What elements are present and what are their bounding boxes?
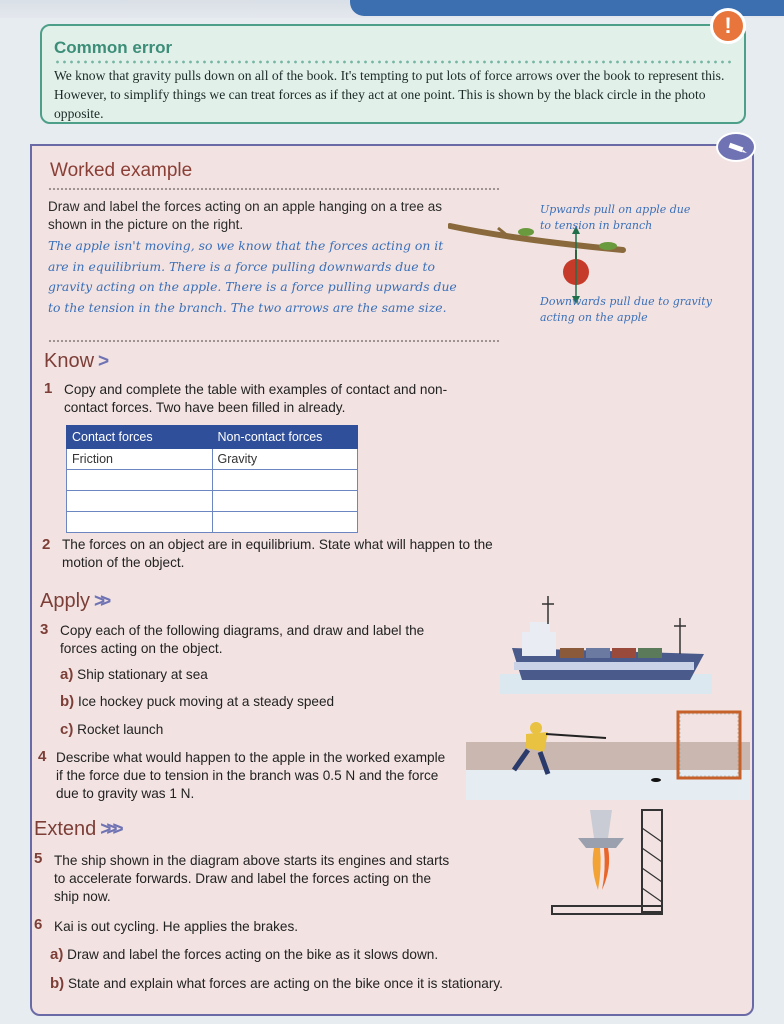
part-letter: b) (50, 975, 65, 992)
part-text: State and explain what forces are acting on the bike once it is stationary. (67, 976, 503, 991)
part-text: Rocket launch (77, 722, 164, 737)
know-heading (44, 350, 104, 373)
triple-chevron-icon: >>> (100, 819, 119, 840)
worked-example-answer: The apple isn't moving, so we know that the forces acting on it are in equilibrium. There is a force pulling downwards due to gravity acting on the apple. There is a force pulling upwards due to the tension in the branch. The two arrows are the same size. (48, 238, 457, 315)
ship-figure (500, 592, 712, 696)
table-cell: Friction (67, 449, 213, 470)
table-cell (212, 491, 358, 512)
double-chevron-icon: >> (94, 591, 107, 612)
table-row (67, 512, 358, 533)
question-3-text: Copy each of the following diagrams, and draw and label the forces acting on the object. (60, 623, 425, 656)
question-3a (60, 666, 208, 684)
question-5-text: The ship shown in the diagram above starts its engines and starts to accelerate forwards. Draw and label the forces acting on the ship now. (54, 853, 450, 904)
question-1-text: Copy and complete the table with examples of contact and non-contact forces. Two have been filled in already. (64, 382, 448, 415)
table-row (67, 449, 358, 470)
common-error-box (40, 24, 746, 124)
apply-title: Apply (40, 590, 91, 612)
common-error-text: We know that gravity pulls down on all of the book. It's tempting to put lots of force arrows over the book to represent this. However, to simplify things we can treat forces as if they act at one point. This is shown by the black circle in the photo opposite. (54, 68, 725, 121)
chevron-right-icon: > (98, 351, 105, 372)
question-6b (50, 975, 503, 993)
downward-force-label: Downwards pull due to gravity acting on the apple (540, 295, 712, 324)
part-letter: c) (60, 721, 74, 738)
question-2-text: The forces on an object are in equilibrium. State what will happen to the motion of the object. (62, 537, 493, 570)
apply-heading (40, 590, 106, 613)
question-2-number: 2 (42, 536, 51, 553)
table-cell (67, 512, 213, 533)
table-row (67, 491, 358, 512)
worked-example-end-divider (48, 340, 500, 342)
part-text: Draw and label the forces acting on the bike as it slows down. (67, 947, 439, 962)
part-letter: a) (50, 946, 64, 963)
question-1-number: 1 (44, 380, 53, 397)
question-3-number: 3 (40, 621, 49, 638)
table-cell (212, 470, 358, 491)
table-header-row (67, 426, 358, 449)
table-cell (67, 470, 213, 491)
worked-example-divider (48, 188, 500, 190)
worked-example-title: Worked example (50, 160, 193, 181)
table-row (67, 470, 358, 491)
part-text: Ship stationary at sea (77, 667, 208, 682)
know-title: Know (44, 350, 95, 372)
question-4-text: Describe what would happen to the apple in the worked example if the force due to tension in the branch was 0.5 N and the force due to gravity was 1 N. (56, 750, 446, 801)
question-3b (60, 693, 334, 711)
table-header-contact: Contact forces (67, 426, 213, 449)
common-error-divider (54, 60, 732, 64)
ice-hockey-figure (466, 708, 750, 800)
worked-example-intro: Draw and label the forces acting on an apple hanging on a tree as shown in the picture on the right. (48, 199, 443, 232)
question-5-number: 5 (34, 850, 43, 867)
question-3c (60, 721, 163, 739)
question-6-number: 6 (34, 916, 43, 933)
extend-heading (34, 818, 119, 841)
question-6a (50, 946, 438, 964)
forces-table (66, 425, 358, 533)
table-cell: Gravity (212, 449, 358, 470)
table-header-noncontact: Non-contact forces (212, 426, 358, 449)
upward-force-label: Upwards pull on apple due to tension in branch (540, 203, 691, 232)
part-letter: b) (60, 693, 75, 710)
part-letter: a) (60, 666, 74, 683)
rocket-figure (550, 808, 670, 920)
common-error-title: Common error (54, 38, 173, 57)
extend-title: Extend (34, 818, 97, 840)
alert-icon: ! (710, 8, 746, 44)
table-cell (212, 512, 358, 533)
table-cell (67, 491, 213, 512)
question-6-text: Kai is out cycling. He applies the brakes. (54, 919, 299, 934)
pencil-icon (716, 132, 756, 162)
part-text: Ice hockey puck moving at a steady speed (77, 694, 335, 709)
question-4-number: 4 (38, 748, 47, 765)
